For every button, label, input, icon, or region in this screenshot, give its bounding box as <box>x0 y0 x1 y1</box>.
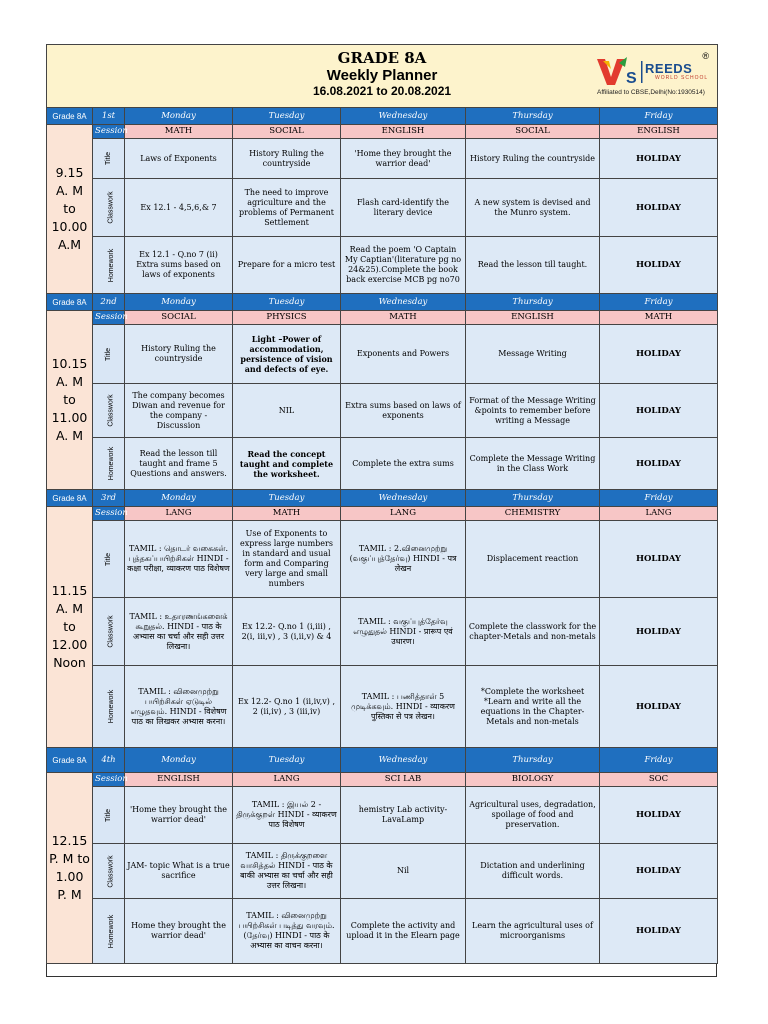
session-label: Session <box>93 773 125 787</box>
homework-cell: Ex 12.1 - Q.no 7 (ii) Extra sums based on laws of exponents <box>125 237 233 294</box>
holiday-cell: HOLIDAY <box>600 179 718 237</box>
homework-row <box>47 237 718 294</box>
period-number: 4th <box>93 748 125 773</box>
classwork-cell: Extra sums based on laws of exponents <box>341 384 466 438</box>
holiday-cell: HOLIDAY <box>600 384 718 438</box>
classwork-cell: TAMIL : வகுப்புத்தேர்வு எழுதுதல் HINDI - प्रारूप एवं उधारण। <box>341 598 466 666</box>
homework-cell: Ex 12.2- Q.no 1 (ii,iv,v) , 2 (ii,iv) , 3 (iii,iv) <box>233 666 341 748</box>
title-label <box>93 139 125 179</box>
classwork-cell: Dictation and underlining difficult words. <box>466 844 600 899</box>
holiday-cell: HOLIDAY <box>600 237 718 294</box>
homework-cell: Home they brought the warrior dead' <box>125 899 233 964</box>
logo-brand: REEDS <box>645 61 693 76</box>
classwork-label-text: Classwork <box>107 191 115 224</box>
day-friday: Friday <box>600 294 718 311</box>
homework-cell: *Complete the worksheet *Learn and write all the equations in the Chapter-Metals and non-metals <box>466 666 600 748</box>
day-tuesday: Tuesday <box>233 748 341 773</box>
homework-label <box>93 438 125 490</box>
holiday-cell: HOLIDAY <box>600 787 718 844</box>
period-time: 10.15 A. M to 11.00 A. M <box>47 311 93 490</box>
title-cell: History Ruling the countryside <box>466 139 600 179</box>
logo-mark-icon <box>595 53 645 89</box>
title-label-text: Title <box>105 347 112 361</box>
holiday-cell: HOLIDAY <box>600 844 718 899</box>
holiday-cell: HOLIDAY <box>600 899 718 964</box>
logo-subtitle: WORLD SCHOOL <box>655 75 709 81</box>
subject-cell: PHYSICS <box>233 311 341 325</box>
classwork-label <box>93 598 125 666</box>
classwork-row <box>47 844 718 899</box>
title-row <box>47 521 718 598</box>
classwork-label-text: Classwork <box>107 854 115 888</box>
grade-label: Grade 8A <box>47 294 93 311</box>
classwork-cell: Complete the classwork for the chapter-Metals and non-metals <box>466 598 600 666</box>
homework-cell: Complete the Message Writing in the Class Work <box>466 438 600 490</box>
title-row <box>47 325 718 384</box>
holiday-cell: HOLIDAY <box>600 598 718 666</box>
day-thursday: Thursday <box>466 490 600 507</box>
title-row <box>47 139 718 179</box>
day-tuesday: Tuesday <box>233 294 341 311</box>
day-friday: Friday <box>600 748 718 773</box>
holiday-cell: HOLIDAY <box>600 139 718 179</box>
day-friday: Friday <box>600 108 718 125</box>
subject-cell: MATH <box>125 125 233 139</box>
classwork-cell: TAMIL : உதாரணங்களைக் கூறுதல். HINDI - पाठ के अभ्यास का चर्चा और सही उत्तर लिखना। <box>125 598 233 666</box>
subject-row <box>47 311 718 325</box>
subject-cell: SOC <box>600 773 718 787</box>
title-cell: TAMIL : தொடர் வகைகள். புத்தகப்பயிற்சிகள் HINDI - कक्षा परीक्षा, व्याकरण पाठ विशेषण <box>125 521 233 598</box>
homework-label-text: Homework <box>108 248 116 282</box>
subject-cell: MATH <box>233 507 341 521</box>
homework-cell: Read the lesson till taught. <box>466 237 600 294</box>
homework-cell: Read the poem 'O Captain My Captian'(literature pg no 24&25).Complete the book back exercise MCB pg no70 <box>341 237 466 294</box>
day-thursday: Thursday <box>466 748 600 773</box>
subject-cell: BIOLOGY <box>466 773 600 787</box>
homework-label <box>93 666 125 748</box>
subject-cell: SOCIAL <box>125 311 233 325</box>
weekly-planner-table <box>46 44 718 964</box>
day-wednesday: Wednesday <box>341 108 466 125</box>
day-wednesday: Wednesday <box>341 490 466 507</box>
svg-text:S: S <box>626 70 637 87</box>
homework-cell: Read the lesson till taught and frame 5 Questions and answers. <box>125 438 233 490</box>
subject-cell: MATH <box>341 311 466 325</box>
subject-cell: CHEMISTRY <box>466 507 600 521</box>
subject-cell: ENGLISH <box>600 125 718 139</box>
affiliation-text: Affiliated to CBSE,Delhi(No:1930514) <box>597 89 705 96</box>
classwork-cell: The need to improve agriculture and the problems of Permanent Settlement <box>233 179 341 237</box>
title-label <box>93 787 125 844</box>
subject-cell: MATH <box>600 311 718 325</box>
homework-label <box>93 899 125 964</box>
day-header-row <box>47 490 718 507</box>
homework-row <box>47 899 718 964</box>
classwork-cell: Format of the Message Writing &points to remember before writing a Message <box>466 384 600 438</box>
classwork-cell: Nil <box>341 844 466 899</box>
classwork-label <box>93 384 125 438</box>
classwork-label <box>93 179 125 237</box>
classwork-cell: Ex 12.1 - 4,5,6,& 7 <box>125 179 233 237</box>
homework-cell: Prepare for a micro test <box>233 237 341 294</box>
title-cell: TAMIL : 2.வினைமுற்று (வகுப்புத்தேர்வு) HINDI - पत्र लेखन <box>341 521 466 598</box>
title-label-text: Title <box>105 152 112 165</box>
title-label <box>93 325 125 384</box>
holiday-cell: HOLIDAY <box>600 521 718 598</box>
homework-cell: TAMIL : வினைமுற்று பயிற்சிகள் ஏடுடில் எழுதவும். HINDI - विशेषण पाठ का लिखकर अभ्यास करना। <box>125 666 233 748</box>
title-cell: TAMIL : இயல் 2 - திருக்குறள் HINDI - व्याकरण पाठ विशेषण <box>233 787 341 844</box>
subject-cell: LANG <box>600 507 718 521</box>
homework-row <box>47 438 718 490</box>
subject-cell: LANG <box>125 507 233 521</box>
title-cell: 'Home they brought the warrior dead' <box>341 139 466 179</box>
subject-row <box>47 773 718 787</box>
homework-cell: TAMIL : பணித்தாள் 5 முடிக்கவும். HINDI - व्याकरण पुस्तिका से पत्र लेखन। <box>341 666 466 748</box>
subject-cell: SOCIAL <box>233 125 341 139</box>
session-label: Session <box>93 311 125 325</box>
classwork-label-text: Classwork <box>107 615 115 648</box>
day-tuesday: Tuesday <box>233 108 341 125</box>
title-cell: Exponents and Powers <box>341 325 466 384</box>
classwork-cell: Flash card-identify the literary device <box>341 179 466 237</box>
title-label <box>93 521 125 598</box>
session-label: Session <box>93 507 125 521</box>
date-range: 16.08.2021 to 20.08.2021 <box>312 84 452 98</box>
grade-label: Grade 8A <box>47 490 93 507</box>
day-header-row <box>47 108 718 125</box>
classwork-cell: Ex 12.2- Q.no 1 (i,iii) , 2(i, iii,v) , 3 (i,ii,v) & 4 <box>233 598 341 666</box>
classwork-label-text: Classwork <box>107 394 115 427</box>
holiday-cell: HOLIDAY <box>600 666 718 748</box>
title-cell: Use of Exponents to express large numbers in standard and usual form and Comparing very large and small numbers <box>233 521 341 598</box>
period-time: 12.15 P. M to 1.00 P. M <box>47 773 93 964</box>
title-cell: Agricultural uses, degradation, spoilage of food and preservation. <box>466 787 600 844</box>
subject-cell: ENGLISH <box>125 773 233 787</box>
title-cell: Laws of Exponents <box>125 139 233 179</box>
day-wednesday: Wednesday <box>341 294 466 311</box>
classwork-label <box>93 844 125 899</box>
classwork-cell: TAMIL : திருக்குறளை வாசித்தல் HINDI - पाठ के बाकी अभ्यास का चर्चा और सही उत्तर लिखना। <box>233 844 341 899</box>
grade-label: Grade 8A <box>47 748 93 773</box>
subject-row <box>47 507 718 521</box>
subject-cell: LANG <box>341 507 466 521</box>
subject-cell: SCI LAB <box>341 773 466 787</box>
homework-label-text: Homework <box>108 689 116 724</box>
classwork-row <box>47 179 718 237</box>
planner-header <box>47 45 717 107</box>
day-tuesday: Tuesday <box>233 490 341 507</box>
day-monday: Monday <box>125 748 233 773</box>
title-cell: hemistry Lab activity-LavaLamp <box>341 787 466 844</box>
period-number: 1st <box>93 108 125 125</box>
grade-heading: GRADE 8A <box>337 49 427 67</box>
title-cell: Message Writing <box>466 325 600 384</box>
homework-cell: Learn the agricultural uses of microorganisms <box>466 899 600 964</box>
classwork-cell: JAM- topic What is a true sacrifice <box>125 844 233 899</box>
session-label: Session <box>93 125 125 139</box>
classwork-cell: NIL <box>233 384 341 438</box>
subject-cell: SOCIAL <box>466 125 600 139</box>
day-thursday: Thursday <box>466 108 600 125</box>
title-row <box>47 787 718 844</box>
subject-row <box>47 125 718 139</box>
day-wednesday: Wednesday <box>341 748 466 773</box>
title-cell: Displacement reaction <box>466 521 600 598</box>
day-friday: Friday <box>600 490 718 507</box>
holiday-cell: HOLIDAY <box>600 438 718 490</box>
holiday-cell: HOLIDAY <box>600 325 718 384</box>
period-time: 9.15 A. M to 10.00 A.M <box>47 125 93 294</box>
period-time: 11.15 A. M to 12.00 Noon <box>47 507 93 748</box>
subject-cell: LANG <box>233 773 341 787</box>
title-cell: History Ruling the countryside <box>125 325 233 384</box>
classwork-row <box>47 598 718 666</box>
grade-label: Grade 8A <box>47 108 93 125</box>
title-label-text: Title <box>105 552 112 566</box>
period-number: 2nd <box>93 294 125 311</box>
homework-label-text: Homework <box>108 446 116 481</box>
subject-cell: ENGLISH <box>341 125 466 139</box>
day-thursday: Thursday <box>466 294 600 311</box>
registered-mark: ® <box>702 51 710 61</box>
title-cell: 'Home they brought the warrior dead' <box>125 787 233 844</box>
subject-cell: ENGLISH <box>466 311 600 325</box>
homework-label-text: Homework <box>108 914 116 948</box>
title-label-text: Title <box>105 808 112 822</box>
day-monday: Monday <box>125 294 233 311</box>
homework-cell: TAMIL : வினைமுற்று பயிற்சிகள் படித்து வரவும்.(தேர்வு) HINDI - पाठ के अभ्यास का वाचन करना। <box>233 899 341 964</box>
title-cell: Light –Power of accommodation, persistence of vision and defects of eye. <box>233 325 341 384</box>
homework-cell: Complete the extra sums <box>341 438 466 490</box>
homework-cell: Complete the activity and upload it in the Elearn page <box>341 899 466 964</box>
school-logo <box>593 51 711 101</box>
period-number: 3rd <box>93 490 125 507</box>
day-monday: Monday <box>125 490 233 507</box>
classwork-cell: The company becomes Diwan and revenue for the company - Discussion <box>125 384 233 438</box>
day-header-row <box>47 748 718 773</box>
classwork-row <box>47 384 718 438</box>
homework-label <box>93 237 125 294</box>
homework-cell: Read the concept taught and complete the worksheet. <box>233 438 341 490</box>
day-monday: Monday <box>125 108 233 125</box>
day-header-row <box>47 294 718 311</box>
classwork-cell: A new system is devised and the Munro system. <box>466 179 600 237</box>
homework-row <box>47 666 718 748</box>
title-cell: History Ruling the countryside <box>233 139 341 179</box>
planner-title: Weekly Planner <box>326 67 438 84</box>
